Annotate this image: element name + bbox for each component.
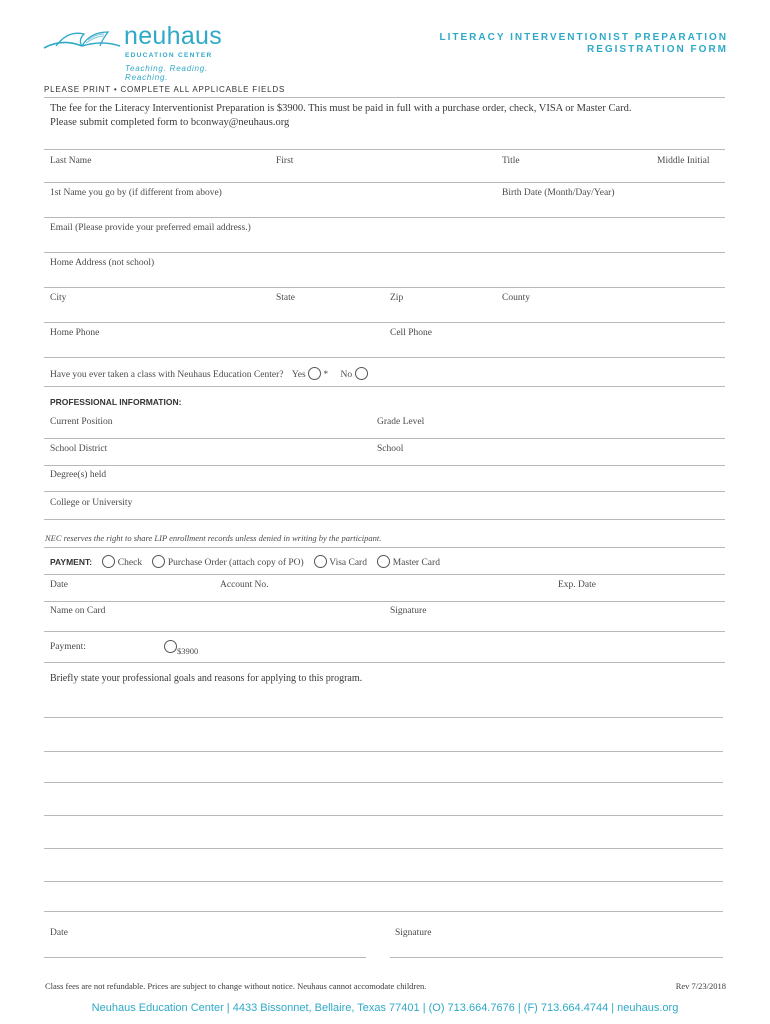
divider [44,662,725,663]
middle-initial-label: Middle Initial [657,156,710,166]
account-field[interactable] [44,601,725,602]
brand-tagline: Teaching. Reading. Reaching. [125,64,209,82]
home-address-field[interactable] [44,287,725,288]
form-title-line1: LITERACY INTERVENTIONIST PREPARATION [439,32,728,43]
goals-date-label: Date [50,928,68,938]
disclaimer: NEC reserves the right to share LIP enrollment records unless denied in writing by the participant. [45,533,382,543]
last-name-label: Last Name [50,156,92,166]
degrees-field[interactable] [44,491,725,492]
state-label: State [276,293,295,303]
instructions: PLEASE PRINT • COMPLETE ALL APPLICABLE FIELDS [44,85,286,94]
intro-line1: The fee for the Literacy Interventionist Preparation is $3900. This must be paid in full with a purchase order, check, VISA or Master Card. [50,103,632,114]
cell-phone-label: Cell Phone [390,328,432,338]
check-label: Check [117,558,143,568]
amount-label: $3900 [177,646,199,656]
degrees-label: Degree(s) held [50,470,107,480]
zip-label: Zip [390,293,404,303]
yes-label: Yes [291,370,306,380]
name-on-card-label: Name on Card [50,606,106,616]
yes-radio[interactable] [308,367,321,380]
card-signature-label: Signature [390,606,427,616]
current-position-label: Current Position [50,417,113,427]
purchase-order-radio[interactable] [152,555,165,568]
goals-line[interactable] [44,751,723,752]
name-on-card-field[interactable] [44,631,725,632]
goals-line[interactable] [44,782,723,783]
taken-class-question [50,367,368,380]
email-field[interactable] [44,252,725,253]
home-phone-label: Home Phone [50,328,100,338]
asterisk: * [323,370,329,380]
account-no-label: Account No. [220,580,269,590]
taken-class-label: Have you ever taken a class with Neuhaus Education Center? [50,370,284,380]
go-by-name-label: 1st Name you go by (if different from above) [50,188,222,198]
grade-level-label: Grade Level [377,417,425,427]
home-address-label: Home Address (not school) [50,258,155,268]
divider [44,574,725,575]
brand-name: neuhaus [124,22,223,50]
goals-date-field[interactable] [44,957,366,958]
footer-contact: Neuhaus Education Center | 4433 Bissonnet, Bellaire, Texas 77401 | (O) 713.664.7676 | (F) 713.664.4744 | neuhaus.org [91,1002,679,1014]
first-name-label: First [276,156,294,166]
brand-subtitle: EDUCATION CENTER [125,52,213,59]
divider [44,97,725,98]
county-label: County [502,293,530,303]
payment-label: Payment: [50,642,86,652]
check-radio[interactable] [102,555,115,568]
goals-signature-field[interactable] [390,957,723,958]
phone-field[interactable] [44,357,725,358]
visa-radio[interactable] [314,555,327,568]
go-by-name-field[interactable] [44,217,725,218]
divider [44,386,725,387]
master-card-radio[interactable] [377,555,390,568]
visa-label: Visa Card [329,558,367,568]
divider [44,149,725,150]
goals-line[interactable] [44,848,723,849]
master-card-label: Master Card [392,558,440,568]
school-district-field[interactable] [44,465,725,466]
logo [42,22,252,82]
goals-line[interactable] [44,717,723,718]
email-label: Email (Please provide your preferred email address.) [50,223,251,233]
no-radio[interactable] [355,367,368,380]
goals-prompt: Briefly state your professional goals and reasons for applying to this program. [50,673,363,684]
intro-line2: Please submit completed form to bconway@neuhaus.org [50,117,290,128]
city-field[interactable] [44,322,725,323]
revision-date: Rev 7/23/2018 [675,981,726,991]
goals-line[interactable] [44,911,723,912]
goals-line[interactable] [44,881,723,882]
amount-radio[interactable] [164,640,177,653]
professional-heading: PROFESSIONAL INFORMATION: [50,397,182,407]
college-field[interactable] [44,519,725,520]
payment-options [50,555,440,568]
city-label: City [50,293,67,303]
school-district-label: School District [50,444,108,454]
title-label: Title [502,156,520,166]
no-label: No [340,370,353,380]
birth-date-label: Birth Date (Month/Day/Year) [502,188,615,198]
payment-amount [164,640,198,656]
purchase-order-label: Purchase Order (attach copy of PO) [167,558,304,568]
school-label: School [377,444,404,454]
book-logo-icon [42,26,122,52]
goals-line[interactable] [44,815,723,816]
footer-note: Class fees are not refundable. Prices are subject to change without notice. Neuhaus cannot accomodate children. [45,981,427,991]
college-label: College or University [50,498,133,508]
divider [44,547,725,548]
goals-signature-label: Signature [395,928,432,938]
payment-heading: PAYMENT: [50,557,93,567]
payment-date-label: Date [50,580,68,590]
last-name-field[interactable] [44,182,725,183]
current-position-field[interactable] [44,438,725,439]
form-title-line2: REGISTRATION FORM [586,44,728,55]
exp-date-label: Exp. Date [558,580,596,590]
